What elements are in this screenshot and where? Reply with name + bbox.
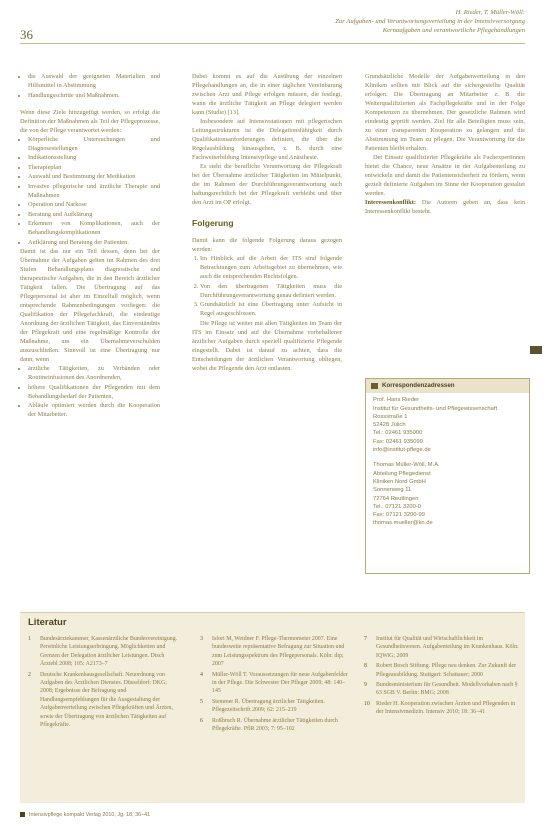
header-title-line1: Zur Aufgaben- und Verantwortungsverteilung in der Intensivversorgung [335,17,525,25]
literature-title: Literatur [28,617,67,628]
list-item: • Therapieplan [28,163,160,172]
page-footer: Intensivpflege kompakt Verlag 2010, Jg. 18, 36–41 [20,812,150,818]
list-item: • höhere Qualifikationen der Pflegenden mit dem Behandlungsbedarf der Patienten, [28,383,160,401]
list-item: • Handlungsschritte und Maßnahmen. [28,91,160,100]
header-authors: H. Rieder, T. Müller-Wöll: [455,9,525,16]
address-line: Institut für Gesundheits- und Pflegewissenschaft [373,405,498,412]
correspondence-box [365,378,530,574]
address-email[interactable]: thomas.mueller@kn.de [373,520,433,527]
paragraph: Dabei kommt es auf die Ausübung der einzelnen Pflegehandlungen an, die in einer täglichen Vereinbarung zwischen Arzt und Pflege erfolgen müssen, die festlegt, wann die ärztliche Tätigkeit an Pflege delegiert werden kann (Studie) [13]. [192,73,342,116]
numbered-list [192,254,342,318]
end-mark-icon [530,346,542,354]
correspondence-title: Korrespondenzadressen [366,379,529,393]
column-2 [192,72,342,373]
paragraph: Wenn diese Ziele hinzugefügt werden, so erfolgt die Definition der Maßnahmen als Teil der Pflegeprozesse, die von der Pflege verantwortet werden: [20,108,160,134]
literature-column-1 [28,635,180,731]
spacer [373,454,522,461]
list-item: • Körperliche Untersuchungen und Diagnosestellungen [28,135,160,153]
header-block [335,9,525,35]
address-line: Sonnenweg 11 [373,487,412,494]
address-email[interactable]: info@institut-pflege.de [373,447,431,454]
address-line: Fax: 07121 3200-99 [373,512,425,519]
paragraph: Insbesondere auf Intensivstationen mit pflegerischen Leitungsstrukturen ist die Delegationsfähigkeit durch Qualifikationsanforderungen definiert, die über die Regelausbildung hinausgehen, z. B. durch eine Fachweiterbildung Intensivpflege und Anästhesie. [192,118,342,161]
correspondence-body [366,393,529,530]
reference-item: 5 Stemmer R. Übertragung ärztlicher Tätigkeiten. Pflegezeitschrift 2009; 62: 215–219 [200,698,325,714]
paragraph: Damit kann die folgende Folgerung daraus gezogen werden: [192,237,342,253]
literature-section [20,612,525,803]
paragraph: Damit ist das nur ein Teil dessen, denn bei der Übernahme der Aufgaben gelten im Rahmen des drei Stufen Behandlungsplans diagnostische und therapeutische Aufgaben, die in den Bereich ärztlicher Tätigkeit fallen. Die Übertragung auf das Pflegepersonal ist aber im Einzelfall möglich, wenn entsprechende Rahmenbedingungen vorliegen: die Qualifikation der Pflegefachkraft, die eindeutige Anordnung der ärztlichen Tätigkeit, das Einverständnis der Pflegekraft und eine regelmäßige Kontrolle der Maßnahme, um ein Übernahmeverschulden auszuschließen. Sinnvoll ist eine Übertragung nur dann, wenn [20,248,160,363]
list-item: • Auswahl und Bestimmung der Medikation [28,172,160,181]
bullet-list-2 [20,364,160,419]
paragraph: Grundsätzliche Modelle der Aufgabenverteilung in den Kliniken sollten mit Blick auf die sichergestellte Qualität erfolgen. Die Übertragung an Mitarbeiter z. B. die Weiterqualifizierten als Fachpflegekräfte und in der Folge Kompetenzen zu übernehmen. Der gesetzliche Rahmen wird eindeutig geprüft werden. Ziel für alle Beteiligten muss sein, zu einer transparenten Kooperation zu gelangen und die Abstimmung im Team zu pflegen. Die Verantwortung für die Patienten bleibt erhalten. [365,73,525,152]
address-line: Prof. Hans Rieder [373,397,420,404]
list-item: • Operation und Narkose [28,200,160,209]
list-item: • Erkennen von Komplikationen, auch der Behandlungskomplikationen [28,219,160,237]
conflict-statement [365,198,525,216]
header-title-line2: Kernaufgaben und verantwortliche Pflegehandlungen [382,26,525,34]
reference-item: 4 Müller-Wöll T. Voraussetzungen für neue Aufgabenfelder in der Pflege. Die Schwester Der Pfleger 2009; 48: 140–145 [200,671,348,695]
address-line: Tel.: 02461 935000 [373,430,423,437]
list-item: 1. Im Hinblick auf die Arbeit der ITS sind folgende Betrachtungen zum Arbeitsgebiet zu übernehmen, wie auch die entsprechenden Rechtsfolgen. [200,254,342,281]
address-line: Kliniken Nord GmbH [373,478,426,485]
conflict-label: Interessenkonflikt: [365,199,416,206]
conflict-text: Die Autoren geben an, dass kein Interessenkonflikt besteht. [365,199,525,215]
literature-column-2 [200,635,350,735]
reference-item: 10 Rieder H. Kooperation zwischen Ärzten und Pflegenden in der Intensivmedizin. Intensiv 2010; 18: 36–41 [364,700,516,716]
reference-item: 6 Roßbruch R. Übernahme ärztlicher Tätigkeiten durch Pflegekräfte. PflR 2003; 7: 95–102 [200,717,338,733]
bullet-list-top [20,72,160,100]
list-item: • Abläufe optimiert werden durch die Kooperation der Mitarbeiter. [28,401,160,419]
address-line: Fax: 02461 935099 [373,438,423,445]
reference-item: 2 Deutsche Krankenhausgesellschaft. Neuordnung von Aufgaben des Ärztlichen Dienstes. Düsseldorf: DKG; 2008; Ergebnisse der Befragung und Handlungsempfehlungen für die Ausgestaltung der Aufgabenverteilung zwischen Pflegekräften und Ärzten, sowie der Übertragung von ärztlichen Tätigkeiten auf Pflegekräfte. [28,671,173,729]
column-1 [20,72,160,420]
section-heading: Folgerung [192,218,234,228]
bullet-list [20,135,160,247]
address-line: 52428 Jülich [373,422,406,429]
paragraph: Die Pflege ist weiter mit allen Tätigkeiten im Team der ITS im Einsatz und auf die Übernahme vorbehaltener ärztlicher Aufgaben durch speziell qualifizierte Pflegende eingestellt. Dabei ist darauf zu achten, dass die Entscheidungen der ärztlichen Verantwortung obliegen, wobei die Pflegende den Arzt entlasten. [192,319,342,372]
address-line: Abteilung Pflegedienst [373,470,431,477]
list-item: • Indikationsstellung [28,153,160,162]
address-line: 72764 Reutlingen [373,495,419,502]
paragraph: Es steht die berufliche Verantwortung der Pflegekraft bei der Übernahme ärztlicher Tätigkeiten im Mittelpunkt, die im Rahmen der Durchführungsverantwortung auch haftungsrechtlich bei der Pflegekraft verbleibt und über den Arzt im OP erfolgt. [192,163,342,206]
list-item: • ärztliche Tätigkeiten, zu Verbänden oder Routineinfusionen des Anordnenden, [28,364,160,382]
reference-item: 8 Robert Bosch Stiftung. Pflege neu denken. Zur Zukunft der Pflegeausbildung. Stuttgart: Schattauer; 2000 [364,663,517,678]
address-line: Thomas Müller-Wöll, M.A. [373,462,440,469]
address-line: Rossstraße 1 [373,413,408,420]
literature-column-3 [364,635,519,719]
address-line: Tel.: 07121 3200-0 [373,503,422,510]
list-item: • Aufklärung und Beratung der Patienten. [28,238,160,247]
header-rule [20,43,525,44]
reference-item: 9 Bundesministerium für Gesundheit. Modellvorhaben nach § 63 SGB V. Berlin: BMG; 2008 [364,682,518,697]
list-item: • Invasive pflegerische und ärztliche Therapie und Maßnahmen [28,182,160,200]
reference-item: 3 Isfort M, Weidner F. Pflege-Thermometer 2007. Eine bundesweite repräsentative Befragung zur Situation und zum Leistungsspektrum des Pflegepersonals. Köln: dip; 2007 [200,636,345,668]
reference-item: 7 Institut für Qualität und Wirtschaftlichkeit im Gesundheitswesen. Aufgabenteilung im Krankenhaus. Köln: IQWiG; 2009 [364,636,519,659]
list-item: 3. Grundsätzlich ist eine Übertragung unter Aufsicht in Regel ausgeschlossen. [200,300,342,318]
list-item: • Beratung und Aufklärung [28,210,160,219]
page-number: 36 [20,27,33,42]
paragraph: Der Einsatz qualifizierter Pflegekräfte als Fachexpertinnen bietet die Chance, neue Ansätze in der Aufgabenteilung zu entwickeln und damit die Patientensicherheit zu fördern, wenn gezielt definierte Aufgaben im Sinne der Kooperation gestaltet werden. [365,154,525,197]
column-3 [365,72,525,216]
list-item: 2. Von den übertragenen Tätigkeiten muss die Durchführungsverantwortung genau definiert werden. [200,282,342,300]
reference-item: 1 Bundesärztekammer, Kassenärztliche Bundesvereinigung. Persönliche Leistungserbringung. Möglichkeiten und Grenzen der Delegation ärztlicher Leistungen. Dtsch Ärztebl 2008; 105: A2173–7 [28,636,178,668]
list-item: • die Auswahl der geeigneten Materialien und Hilfsmittel in Abstimmung [28,72,160,90]
